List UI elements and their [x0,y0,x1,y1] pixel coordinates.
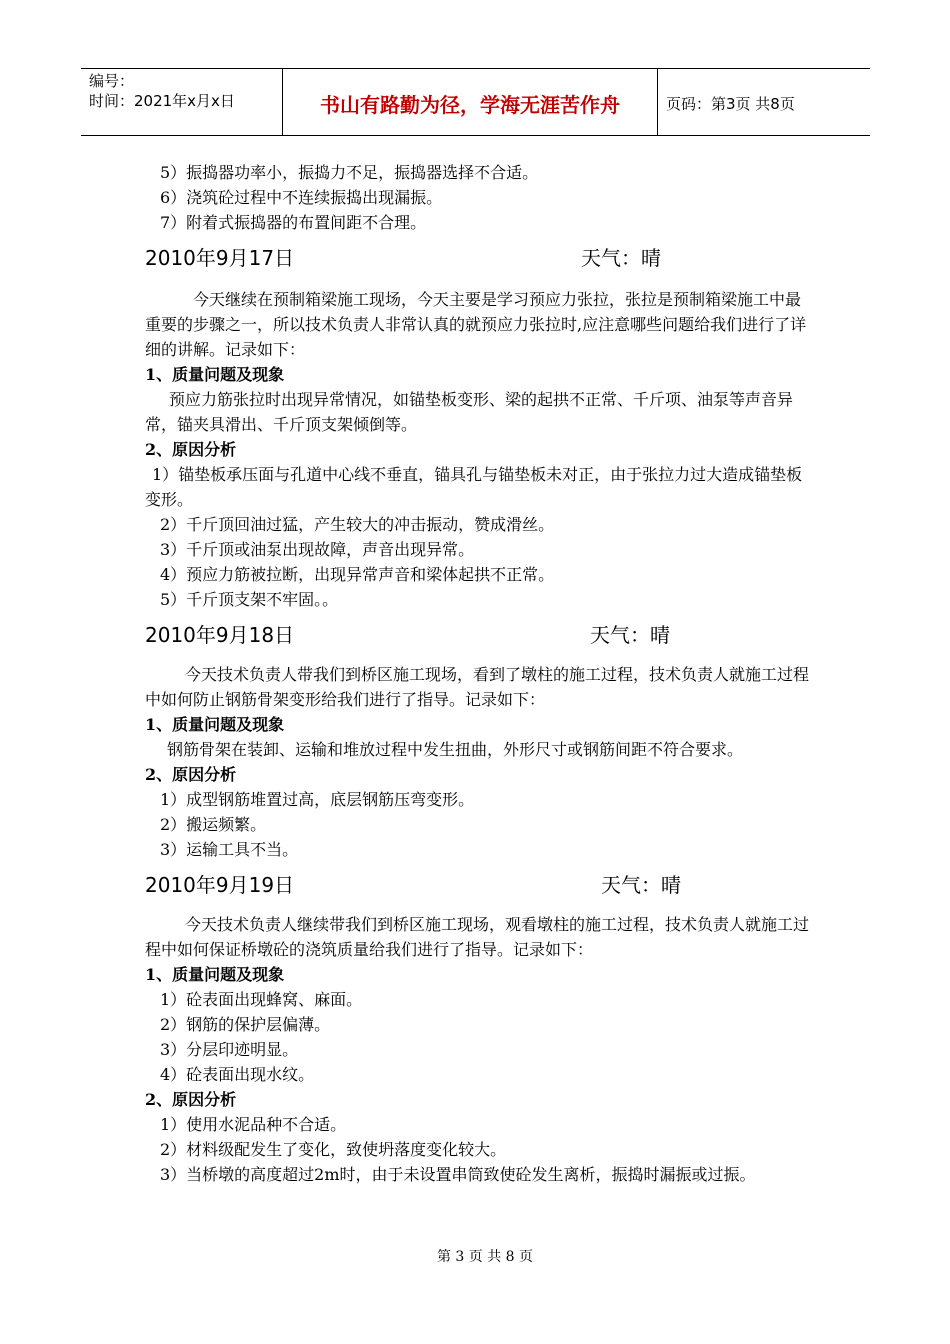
list-item: 2）千斤顶回油过猛，产生较大的冲击振动，赞成滑丝。 [160,515,555,534]
entry-date-row [145,612,810,658]
section-heading: 2、原因分析 [145,440,237,459]
list-item: 6）浇筑砼过程中不连续振捣出现漏振。 [160,188,443,207]
entry-date: 2010年9月17日 [145,246,295,270]
entry-date: 2010年9月19日 [145,873,295,897]
section-heading: 1、质量问题及现象 [145,715,285,734]
entry-weather: 天气：晴 [601,873,681,897]
list-item: 1）砼表面出现蜂窝、麻面。 [160,990,363,1009]
number-label: 编号： [89,72,135,90]
list-item: 4）预应力筋被拉断，出现异常声音和梁体起拱不正常。 [160,565,555,584]
entry-date-row [145,862,810,908]
section-heading: 2、原因分析 [145,765,237,784]
document-body [145,160,810,1187]
entry-intro: 今天技术负责人带我们到桥区施工现场，看到了墩柱的施工过程，技术负责人就施工过程中如何防止钢筋骨架变形给我们进行了指导。记录如下： [145,665,810,709]
list-item: 3）分层印迹明显。 [160,1040,299,1059]
list-item: 5）千斤顶支架不牢固。。 [160,590,339,609]
list-item: 1）使用水泥品种不合适。 [160,1115,347,1134]
entry-date: 2010年9月18日 [145,623,295,647]
section-heading: 2、原因分析 [145,1090,237,1109]
entry-date-row [145,235,810,281]
list-item: 7）附着式振捣器的布置间距不合理。 [160,213,427,232]
list-item: 3）当桥墩的高度超过2m时，由于未设置串筒致使砼发生离析，振捣时漏振或过振。 [160,1165,756,1184]
list-item: 5）振捣器功率小，振捣力不足，振捣器选择不合适。 [160,163,539,182]
entry-weather: 天气：晴 [590,623,670,647]
header-meta [81,69,283,135]
list-item: 2）钢筋的保护层偏薄。 [160,1015,331,1034]
page-footer: 第 3 页 共 8 页 [436,1249,534,1265]
section-heading: 1、质量问题及现象 [145,365,285,384]
problems-text: 钢筋骨架在装卸、运输和堆放过程中发生扭曲，外形尺寸或钢筋间距不符合要求。 [167,740,744,759]
entry-intro: 今天继续在预制箱梁施工现场，今天主要是学习预应力张拉，张拉是预制箱梁施工中最重要的步骤之一，所以技术负责人非常认真的就预应力张拉时,应注意哪些问题给我们进行了详细的讲解。记录如下： [145,290,807,359]
entry-intro: 今天技术负责人继续带我们到桥区施工现场，观看墩柱的施工过程，技术负责人就施工过程中如何保证桥墩砼的浇筑质量给我们进行了指导。记录如下： [145,915,810,959]
list-item: 4）砼表面出现水纹。 [160,1065,315,1084]
time-label: 时间：2021年x月x日 [89,92,235,110]
list-item: 1）锚垫板承压面与孔道中心线不垂直，锚具孔与锚垫板未对正，由于张拉力过大造成锚垫板变形。 [145,465,803,509]
list-item: 1）成型钢筋堆置过高，底层钢筋压弯变形。 [160,790,475,809]
list-item: 3）千斤顶或油泵出现故障，声音出现异常。 [160,540,475,559]
list-item: 2）材料级配发生了变化，致使坍落度变化较大。 [160,1140,507,1159]
header-page-label: 页码：第3页 共8页 [666,94,795,113]
header-motto: 书山有路勤为径，学海无涯苦作舟 [283,69,658,135]
page-header [81,68,870,136]
entry-weather: 天气：晴 [581,246,661,270]
section-heading: 1、质量问题及现象 [145,965,285,984]
list-item: 2）搬运频繁。 [160,815,267,834]
list-item: 3）运输工具不当。 [160,840,299,859]
problems-text: 预应力筋张拉时出现异常情况，如锚垫板变形、梁的起拱不正常、千斤项、油泵等声音异常，锚夹具滑出、千斤顶支架倾倒等。 [145,390,794,434]
